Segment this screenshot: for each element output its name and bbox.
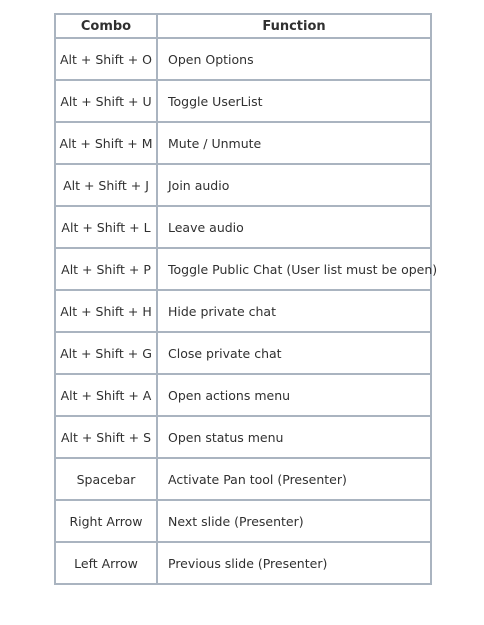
function-cell: Join audio [157, 164, 431, 206]
combo-cell: Spacebar [55, 458, 157, 500]
combo-cell: Alt + Shift + G [55, 332, 157, 374]
function-cell: Open Options [157, 38, 431, 80]
table-row [55, 542, 431, 584]
table-row [55, 416, 431, 458]
table-row [55, 122, 431, 164]
table-row [55, 332, 431, 374]
combo-column-header: Combo [55, 14, 157, 38]
function-cell: Close private chat [157, 332, 431, 374]
table-row [55, 374, 431, 416]
function-cell: Previous slide (Presenter) [157, 542, 431, 584]
combo-cell: Alt + Shift + L [55, 206, 157, 248]
function-cell: Open actions menu [157, 374, 431, 416]
combo-cell: Right Arrow [55, 500, 157, 542]
combo-cell: Left Arrow [55, 542, 157, 584]
function-cell: Toggle UserList [157, 80, 431, 122]
keyboard-shortcuts-table [54, 13, 438, 585]
table-header-row [55, 14, 431, 38]
table-row [55, 38, 431, 80]
function-cell: Mute / Unmute [157, 122, 431, 164]
combo-cell: Alt + Shift + S [55, 416, 157, 458]
combo-cell: Alt + Shift + A [55, 374, 157, 416]
combo-cell: Alt + Shift + O [55, 38, 157, 80]
function-cell: Activate Pan tool (Presenter) [157, 458, 431, 500]
table-row [55, 458, 431, 500]
combo-cell: Alt + Shift + P [55, 248, 157, 290]
combo-cell: Alt + Shift + J [55, 164, 157, 206]
table-row [55, 500, 431, 542]
combo-cell: Alt + Shift + M [55, 122, 157, 164]
function-cell: Hide private chat [157, 290, 431, 332]
function-cell: Open status menu [157, 416, 431, 458]
function-cell: Leave audio [157, 206, 431, 248]
function-column-header: Function [157, 14, 431, 38]
combo-cell: Alt + Shift + U [55, 80, 157, 122]
table-row [55, 290, 431, 332]
table-row [55, 80, 431, 122]
table-row [55, 206, 431, 248]
function-cell: Toggle Public Chat (User list must be open) [157, 248, 431, 290]
function-cell: Next slide (Presenter) [157, 500, 431, 542]
combo-cell: Alt + Shift + H [55, 290, 157, 332]
table-row [55, 164, 431, 206]
table-row [55, 248, 431, 290]
